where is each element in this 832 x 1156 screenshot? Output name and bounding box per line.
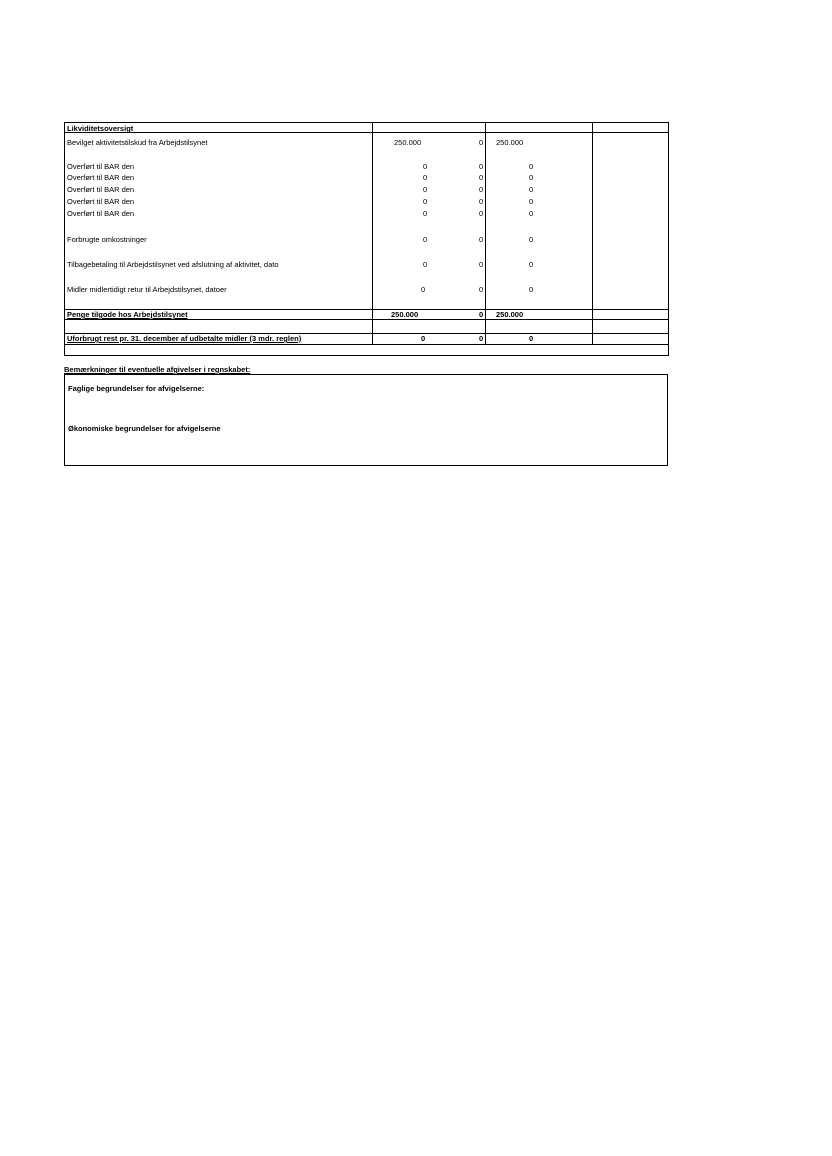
row-label: Overført til BAR den bbox=[67, 197, 135, 206]
row-label: Overført til BAR den bbox=[67, 185, 135, 194]
row-label: Forbrugte omkostninger bbox=[67, 235, 147, 244]
row-label: Overført til BAR den bbox=[67, 209, 135, 218]
remarks-title: Bemærkninger til eventuelle afgivelser i regnskabet: bbox=[64, 365, 251, 374]
row-value-2: 0 bbox=[529, 197, 534, 206]
rest-divider-bottom bbox=[65, 344, 669, 345]
row-value-1: 0 bbox=[423, 173, 428, 182]
faglige-label: Faglige begrundelser for afvigelserne: bbox=[68, 384, 205, 393]
table-row bbox=[64, 234, 668, 245]
row-value-2: 0 bbox=[529, 260, 534, 269]
row-value-mid: 0 bbox=[479, 209, 484, 218]
table-title: Likviditetsoversigt bbox=[67, 124, 134, 133]
total-value-mid: 0 bbox=[479, 310, 484, 319]
okonomiske-label: Økonomiske begrundelser for afvigelserne bbox=[68, 424, 221, 433]
row-value-1: 0 bbox=[423, 197, 428, 206]
row-value-mid: 0 bbox=[479, 138, 484, 147]
row-value-1: 0 bbox=[423, 209, 428, 218]
rest-value-2: 0 bbox=[529, 334, 534, 343]
row-value-2: 0 bbox=[529, 235, 534, 244]
row-value-2: 250.000 bbox=[496, 138, 524, 147]
total-value-2: 250.000 bbox=[496, 310, 524, 319]
rest-value-mid: 0 bbox=[479, 334, 484, 343]
total-row-penge bbox=[64, 309, 668, 320]
table-row bbox=[64, 196, 668, 207]
row-value-2: 0 bbox=[529, 162, 534, 171]
row-label: Overført til BAR den bbox=[67, 162, 135, 171]
row-value-2: 0 bbox=[529, 173, 534, 182]
row-value-1: 0 bbox=[423, 260, 428, 269]
row-value-mid: 0 bbox=[479, 185, 484, 194]
rest-value-1: 0 bbox=[421, 334, 426, 343]
row-value-2: 0 bbox=[529, 185, 534, 194]
table-title-row bbox=[64, 123, 668, 134]
table-row bbox=[64, 172, 668, 183]
row-value-1: 0 bbox=[423, 235, 428, 244]
row-value-mid: 0 bbox=[479, 260, 484, 269]
total-row-uforbrugt bbox=[64, 333, 668, 344]
table-row bbox=[64, 137, 668, 148]
row-value-2: 0 bbox=[529, 285, 534, 294]
row-label: Overført til BAR den bbox=[67, 173, 135, 182]
row-value-mid: 0 bbox=[479, 162, 484, 171]
row-label: Midler midlertidigt retur til Arbejdstilsynet, datoer bbox=[67, 285, 227, 294]
table-row bbox=[64, 208, 668, 219]
row-value-1: 0 bbox=[423, 185, 428, 194]
row-value-2: 0 bbox=[529, 209, 534, 218]
total-value-1: 250.000 bbox=[391, 310, 419, 319]
row-value-mid: 0 bbox=[479, 285, 484, 294]
table-row bbox=[64, 184, 668, 195]
row-label: Tilbagebetaling til Arbejdstilsynet ved afslutning af aktivitet, dato bbox=[67, 260, 279, 269]
row-value-mid: 0 bbox=[479, 197, 484, 206]
rest-label: Uforbrugt rest pr. 31. december af udbetalte midler (3 mdr. reglen) bbox=[67, 334, 302, 343]
row-value-1: 0 bbox=[421, 285, 426, 294]
row-value-1: 250.000 bbox=[394, 138, 422, 147]
total-label: Penge tilgode hos Arbejdstilsynet bbox=[67, 310, 188, 319]
remarks-box bbox=[64, 374, 668, 466]
row-value-mid: 0 bbox=[479, 173, 484, 182]
row-value-1: 0 bbox=[423, 162, 428, 171]
row-label: Bevilget aktivitetstilskud fra Arbejdstilsynet bbox=[67, 138, 208, 147]
table-row bbox=[64, 284, 668, 295]
table-row bbox=[64, 161, 668, 172]
row-value-mid: 0 bbox=[479, 235, 484, 244]
table-row bbox=[64, 259, 668, 270]
